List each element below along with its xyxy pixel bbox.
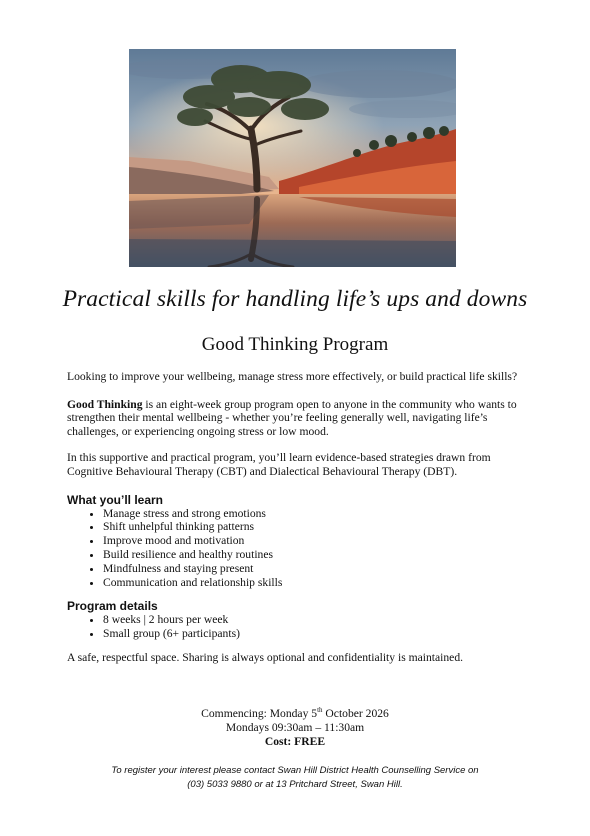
register-info — [0, 764, 590, 791]
program-title: Good Thinking Program — [201, 334, 389, 355]
commencing-date — [0, 707, 590, 721]
schedule-block — [0, 707, 590, 749]
list-item: • Manage stress and strong emotions — [103, 507, 532, 521]
description-text: is an eight-week group program open to anyone in the community who wants to strengthen their mental wellbeing - whether you’re feeling generally well, navigating life’s challenges, or experiencing ongoing stress or low mood. — [67, 397, 517, 438]
strategies-paragraph: In this supportive and practical program, you’ll learn evidence-based strategies drawn from Cognitive Behavioural Therapy (CBT) and Dialectical Behavioural Therapy (DBT). — [67, 451, 491, 478]
learn-heading: What you’ll learn — [67, 492, 164, 507]
commencing-prefix: Commencing: Monday 5 — [201, 707, 318, 720]
main-content — [67, 370, 532, 665]
date-suffix: th — [317, 706, 323, 715]
session-times: Mondays 09:30am – 11:30am — [225, 721, 365, 734]
list-item: • Build resilience and healthy routines — [103, 548, 532, 562]
description-paragraph — [67, 398, 532, 439]
details-list — [67, 613, 532, 641]
register-line-1: To register your interest please contact Swan Hill District Health Counselling Service on — [111, 765, 479, 776]
register-line-2: (03) 5033 9880 or at 13 Pritchard Street, Swan Hill. — [187, 778, 403, 790]
tagline: Practical skills for handling life’s ups and downs — [62, 286, 528, 312]
learn-list — [67, 507, 532, 590]
list-item: • Small group (6+ participants) — [103, 627, 532, 641]
list-item: • Mindfulness and staying present — [103, 562, 532, 576]
commencing-suffix: October 2026 — [322, 707, 389, 720]
list-item: • Shift unhelpful thinking patterns — [103, 520, 532, 534]
hero-image — [129, 49, 456, 267]
list-item: • Communication and relationship skills — [103, 576, 532, 590]
program-name: Good Thinking — [67, 397, 143, 411]
closing-paragraph: A safe, respectful space. Sharing is always optional and confidentiality is maintained. — [67, 650, 464, 664]
details-heading: Program details — [67, 599, 158, 614]
list-item: • 8 weeks | 2 hours per week — [103, 613, 532, 627]
list-item: • Improve mood and motivation — [103, 534, 532, 548]
intro-paragraph: Looking to improve your wellbeing, manage stress more effectively, or build practical life skills? — [67, 370, 518, 383]
cost-label: Cost: FREE — [264, 735, 326, 748]
